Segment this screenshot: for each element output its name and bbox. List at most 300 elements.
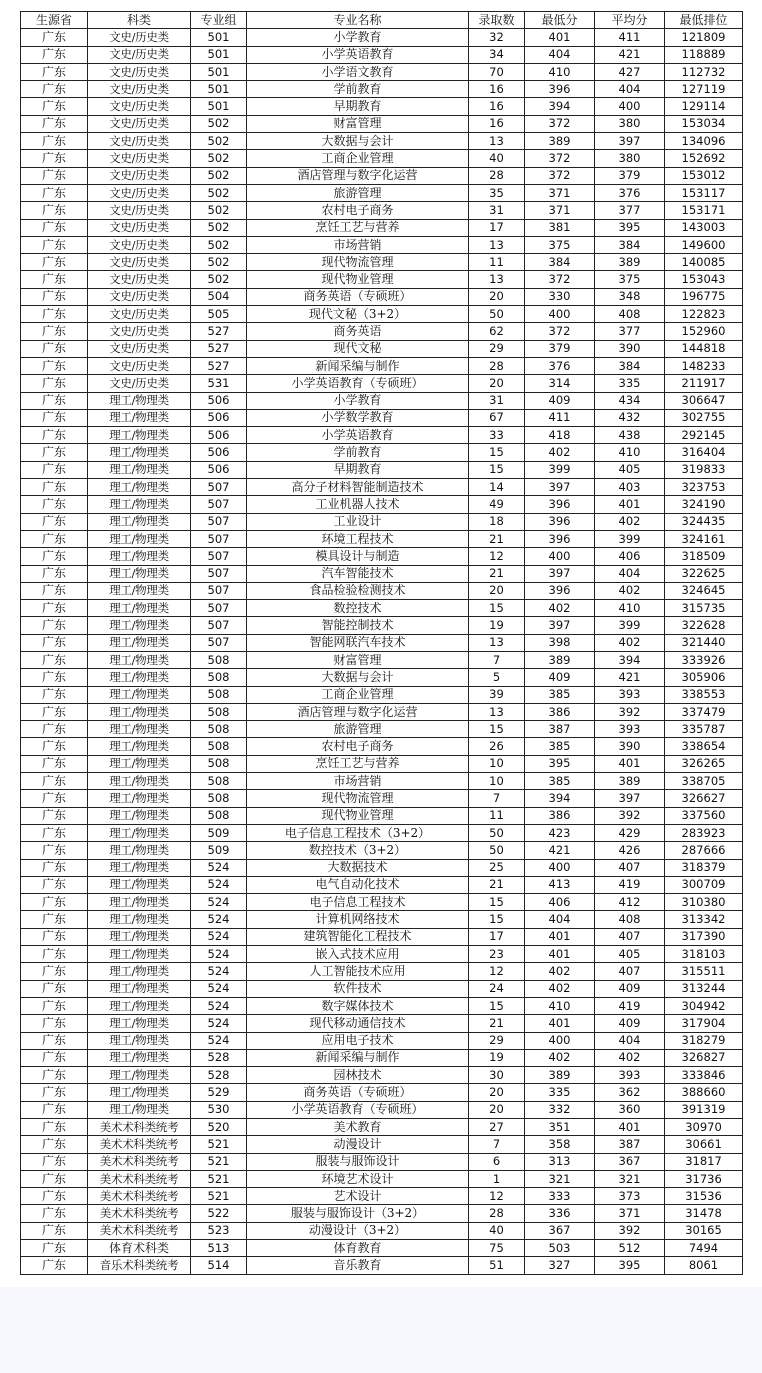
cell-min-score: 385 — [525, 738, 595, 755]
cell-major: 小学教育 — [247, 29, 469, 46]
cell-province: 广东 — [21, 513, 88, 530]
cell-min-rank: 149600 — [665, 236, 743, 253]
cell-major: 数控技术（3+2） — [247, 842, 469, 859]
cell-group: 502 — [191, 254, 247, 271]
cell-category: 理工/物理类 — [88, 444, 191, 461]
cell-min-rank: 112732 — [665, 63, 743, 80]
cell-category: 理工/物理类 — [88, 548, 191, 565]
cell-group: 508 — [191, 686, 247, 703]
cell-min-rank: 144818 — [665, 340, 743, 357]
table-row — [21, 427, 743, 444]
cell-admitted: 20 — [469, 1084, 525, 1101]
cell-category: 文史/历史类 — [88, 98, 191, 115]
table-row — [21, 202, 743, 219]
cell-avg-score: 409 — [595, 1015, 665, 1032]
cell-admitted: 15 — [469, 461, 525, 478]
cell-min-score: 401 — [525, 29, 595, 46]
cell-category: 理工/物理类 — [88, 1032, 191, 1049]
cell-min-rank: 140085 — [665, 254, 743, 271]
cell-admitted: 21 — [469, 876, 525, 893]
table-row — [21, 81, 743, 98]
cell-min-rank: 333846 — [665, 1067, 743, 1084]
cell-min-score: 330 — [525, 288, 595, 305]
cell-category: 理工/物理类 — [88, 1015, 191, 1032]
cell-min-rank: 153034 — [665, 115, 743, 132]
cell-min-rank: 287666 — [665, 842, 743, 859]
cell-category: 文史/历史类 — [88, 133, 191, 150]
table-row — [21, 721, 743, 738]
cell-admitted: 16 — [469, 98, 525, 115]
cell-admitted: 13 — [469, 271, 525, 288]
cell-group: 523 — [191, 1222, 247, 1239]
cell-major: 商务英语 — [247, 323, 469, 340]
table-row — [21, 859, 743, 876]
cell-admitted: 27 — [469, 1119, 525, 1136]
cell-major: 大数据技术 — [247, 859, 469, 876]
cell-avg-score: 367 — [595, 1153, 665, 1170]
cell-category: 理工/物理类 — [88, 617, 191, 634]
cell-avg-score: 376 — [595, 184, 665, 201]
cell-admitted: 29 — [469, 1032, 525, 1049]
cell-province: 广东 — [21, 461, 88, 478]
cell-province: 广东 — [21, 928, 88, 945]
cell-min-score: 351 — [525, 1119, 595, 1136]
cell-min-rank: 318279 — [665, 1032, 743, 1049]
cell-category: 理工/物理类 — [88, 928, 191, 945]
cell-avg-score: 377 — [595, 323, 665, 340]
cell-admitted: 12 — [469, 1188, 525, 1205]
cell-avg-score: 397 — [595, 790, 665, 807]
cell-major: 财富管理 — [247, 651, 469, 668]
cell-major: 旅游管理 — [247, 721, 469, 738]
cell-major: 现代移动通信技术 — [247, 1015, 469, 1032]
cell-admitted: 26 — [469, 738, 525, 755]
cell-min-score: 372 — [525, 167, 595, 184]
cell-major: 园林技术 — [247, 1067, 469, 1084]
cell-min-rank: 322625 — [665, 565, 743, 582]
table-row — [21, 184, 743, 201]
cell-avg-score: 402 — [595, 634, 665, 651]
cell-major: 动漫设计 — [247, 1136, 469, 1153]
table-row — [21, 548, 743, 565]
cell-province: 广东 — [21, 997, 88, 1014]
cell-min-score: 400 — [525, 859, 595, 876]
cell-avg-score: 335 — [595, 375, 665, 392]
cell-min-score: 314 — [525, 375, 595, 392]
cell-group: 506 — [191, 427, 247, 444]
cell-major: 现代文秘（3+2） — [247, 306, 469, 323]
cell-group: 507 — [191, 496, 247, 513]
cell-category: 理工/物理类 — [88, 946, 191, 963]
cell-province: 广东 — [21, 911, 88, 928]
table-row — [21, 842, 743, 859]
cell-group: 522 — [191, 1205, 247, 1222]
cell-min-rank: 326827 — [665, 1049, 743, 1066]
cell-min-score: 376 — [525, 357, 595, 374]
cell-min-score: 389 — [525, 651, 595, 668]
cell-group: 502 — [191, 115, 247, 132]
cell-min-rank: 315511 — [665, 963, 743, 980]
cell-group: 521 — [191, 1188, 247, 1205]
cell-major: 动漫设计（3+2） — [247, 1222, 469, 1239]
cell-admitted: 19 — [469, 1049, 525, 1066]
cell-category: 文史/历史类 — [88, 340, 191, 357]
cell-admitted: 28 — [469, 357, 525, 374]
cell-group: 507 — [191, 530, 247, 547]
cell-major: 酒店管理与数字化运营 — [247, 703, 469, 720]
cell-province: 广东 — [21, 721, 88, 738]
cell-admitted: 10 — [469, 773, 525, 790]
cell-major: 大数据与会计 — [247, 669, 469, 686]
cell-province: 广东 — [21, 150, 88, 167]
cell-group: 508 — [191, 773, 247, 790]
cell-min-score: 387 — [525, 721, 595, 738]
cell-min-rank: 313342 — [665, 911, 743, 928]
cell-category: 理工/物理类 — [88, 911, 191, 928]
header-group: 专业组 — [191, 12, 247, 29]
cell-min-rank: 300709 — [665, 876, 743, 893]
cell-avg-score: 404 — [595, 565, 665, 582]
cell-major: 早期教育 — [247, 98, 469, 115]
table-row — [21, 461, 743, 478]
cell-group: 502 — [191, 202, 247, 219]
header-major: 专业名称 — [247, 12, 469, 29]
cell-admitted: 7 — [469, 1136, 525, 1153]
cell-min-rank: 148233 — [665, 357, 743, 374]
cell-group: 506 — [191, 392, 247, 409]
table-row — [21, 600, 743, 617]
cell-avg-score: 427 — [595, 63, 665, 80]
cell-group: 507 — [191, 617, 247, 634]
cell-group: 502 — [191, 150, 247, 167]
cell-province: 广东 — [21, 1015, 88, 1032]
cell-min-rank: 337560 — [665, 807, 743, 824]
cell-admitted: 19 — [469, 617, 525, 634]
cell-min-rank: 134096 — [665, 133, 743, 150]
cell-min-score: 372 — [525, 323, 595, 340]
table-row — [21, 582, 743, 599]
cell-admitted: 50 — [469, 306, 525, 323]
cell-min-rank: 316404 — [665, 444, 743, 461]
table-row — [21, 738, 743, 755]
cell-province: 广东 — [21, 375, 88, 392]
cell-min-score: 410 — [525, 997, 595, 1014]
cell-category: 理工/物理类 — [88, 513, 191, 530]
cell-admitted: 16 — [469, 115, 525, 132]
cell-avg-score: 410 — [595, 444, 665, 461]
cell-group: 501 — [191, 29, 247, 46]
cell-min-score: 421 — [525, 842, 595, 859]
cell-category: 理工/物理类 — [88, 686, 191, 703]
cell-min-score: 358 — [525, 1136, 595, 1153]
cell-min-score: 395 — [525, 755, 595, 772]
table-row — [21, 807, 743, 824]
cell-avg-score: 409 — [595, 980, 665, 997]
table-row — [21, 669, 743, 686]
cell-admitted: 31 — [469, 202, 525, 219]
cell-province: 广东 — [21, 29, 88, 46]
cell-major: 学前教育 — [247, 444, 469, 461]
cell-category: 文史/历史类 — [88, 271, 191, 288]
cell-min-rank: 143003 — [665, 219, 743, 236]
table-row — [21, 29, 743, 46]
cell-major: 现代物业管理 — [247, 807, 469, 824]
table-row — [21, 894, 743, 911]
cell-province: 广东 — [21, 115, 88, 132]
cell-min-rank: 319833 — [665, 461, 743, 478]
cell-province: 广东 — [21, 582, 88, 599]
cell-min-rank: 292145 — [665, 427, 743, 444]
cell-province: 广东 — [21, 479, 88, 496]
cell-avg-score: 393 — [595, 686, 665, 703]
cell-admitted: 12 — [469, 963, 525, 980]
header-province: 生源省 — [21, 12, 88, 29]
cell-group: 506 — [191, 409, 247, 426]
table-row — [21, 911, 743, 928]
cell-major: 嵌入式技术应用 — [247, 946, 469, 963]
cell-admitted: 34 — [469, 46, 525, 63]
cell-avg-score: 402 — [595, 513, 665, 530]
cell-major: 市场营销 — [247, 773, 469, 790]
cell-avg-score: 402 — [595, 582, 665, 599]
table-row — [21, 773, 743, 790]
cell-category: 理工/物理类 — [88, 669, 191, 686]
cell-category: 文史/历史类 — [88, 202, 191, 219]
cell-major: 电子信息工程技术（3+2） — [247, 824, 469, 841]
cell-avg-score: 405 — [595, 461, 665, 478]
cell-category: 理工/物理类 — [88, 634, 191, 651]
cell-category: 美术术科类统考 — [88, 1119, 191, 1136]
cell-min-rank: 153171 — [665, 202, 743, 219]
cell-category: 理工/物理类 — [88, 824, 191, 841]
cell-admitted: 31 — [469, 392, 525, 409]
cell-major: 旅游管理 — [247, 184, 469, 201]
cell-min-score: 394 — [525, 98, 595, 115]
cell-major: 现代文秘 — [247, 340, 469, 357]
cell-major: 环境艺术设计 — [247, 1170, 469, 1187]
cell-province: 广东 — [21, 46, 88, 63]
cell-group: 509 — [191, 824, 247, 841]
cell-min-rank: 324435 — [665, 513, 743, 530]
cell-min-score: 389 — [525, 1067, 595, 1084]
cell-group: 501 — [191, 81, 247, 98]
cell-group: 502 — [191, 219, 247, 236]
table-row — [21, 115, 743, 132]
cell-major: 艺术设计 — [247, 1188, 469, 1205]
cell-major: 智能网联汽车技术 — [247, 634, 469, 651]
cell-avg-score: 438 — [595, 427, 665, 444]
cell-admitted: 40 — [469, 150, 525, 167]
cell-category: 理工/物理类 — [88, 479, 191, 496]
cell-category: 理工/物理类 — [88, 721, 191, 738]
cell-min-rank: 333926 — [665, 651, 743, 668]
cell-min-score: 389 — [525, 133, 595, 150]
cell-province: 广东 — [21, 409, 88, 426]
table-row — [21, 306, 743, 323]
cell-min-score: 394 — [525, 790, 595, 807]
cell-min-score: 336 — [525, 1205, 595, 1222]
cell-category: 文史/历史类 — [88, 357, 191, 374]
cell-major: 服装与服饰设计（3+2） — [247, 1205, 469, 1222]
cell-admitted: 28 — [469, 167, 525, 184]
cell-category: 音乐术科类统考 — [88, 1257, 191, 1274]
cell-group: 502 — [191, 184, 247, 201]
cell-category: 文史/历史类 — [88, 323, 191, 340]
cell-min-score: 385 — [525, 686, 595, 703]
cell-min-rank: 30970 — [665, 1119, 743, 1136]
cell-avg-score: 362 — [595, 1084, 665, 1101]
page-footer-area — [0, 1287, 762, 1373]
table-row — [21, 98, 743, 115]
cell-admitted: 6 — [469, 1153, 525, 1170]
cell-admitted: 11 — [469, 807, 525, 824]
cell-min-score: 386 — [525, 703, 595, 720]
cell-group: 524 — [191, 859, 247, 876]
cell-province: 广东 — [21, 842, 88, 859]
cell-min-score: 418 — [525, 427, 595, 444]
cell-category: 美术术科类统考 — [88, 1205, 191, 1222]
cell-avg-score: 408 — [595, 911, 665, 928]
cell-avg-score: 404 — [595, 1032, 665, 1049]
cell-major: 音乐教育 — [247, 1257, 469, 1274]
cell-province: 广东 — [21, 669, 88, 686]
cell-major: 农村电子商务 — [247, 202, 469, 219]
table-row — [21, 980, 743, 997]
cell-group: 507 — [191, 600, 247, 617]
cell-min-rank: 388660 — [665, 1084, 743, 1101]
cell-major: 电气自动化技术 — [247, 876, 469, 893]
cell-category: 文史/历史类 — [88, 46, 191, 63]
cell-province: 广东 — [21, 634, 88, 651]
cell-avg-score: 403 — [595, 479, 665, 496]
cell-major: 食品检验检测技术 — [247, 582, 469, 599]
cell-min-score: 385 — [525, 773, 595, 790]
cell-major: 工商企业管理 — [247, 150, 469, 167]
cell-min-score: 321 — [525, 1170, 595, 1187]
cell-group: 524 — [191, 911, 247, 928]
cell-avg-score: 373 — [595, 1188, 665, 1205]
cell-province: 广东 — [21, 1257, 88, 1274]
cell-min-rank: 304942 — [665, 997, 743, 1014]
cell-min-score: 397 — [525, 479, 595, 496]
cell-admitted: 11 — [469, 254, 525, 271]
cell-min-score: 402 — [525, 1049, 595, 1066]
cell-admitted: 13 — [469, 634, 525, 651]
table-row — [21, 997, 743, 1014]
cell-min-rank: 31478 — [665, 1205, 743, 1222]
cell-major: 酒店管理与数字化运营 — [247, 167, 469, 184]
table-row — [21, 271, 743, 288]
cell-admitted: 15 — [469, 911, 525, 928]
cell-province: 广东 — [21, 530, 88, 547]
cell-group: 524 — [191, 980, 247, 997]
cell-group: 527 — [191, 323, 247, 340]
cell-category: 理工/物理类 — [88, 600, 191, 617]
table-row — [21, 219, 743, 236]
cell-min-rank: 317390 — [665, 928, 743, 945]
table-row — [21, 1067, 743, 1084]
table-row — [21, 409, 743, 426]
cell-min-rank: 31817 — [665, 1153, 743, 1170]
cell-major: 小学数学教育 — [247, 409, 469, 426]
cell-avg-score: 371 — [595, 1205, 665, 1222]
cell-avg-score: 380 — [595, 115, 665, 132]
table-row — [21, 133, 743, 150]
cell-group: 507 — [191, 479, 247, 496]
cell-avg-score: 393 — [595, 721, 665, 738]
cell-min-rank: 122823 — [665, 306, 743, 323]
cell-min-rank: 31736 — [665, 1170, 743, 1187]
cell-province: 广东 — [21, 859, 88, 876]
cell-min-score: 400 — [525, 548, 595, 565]
cell-admitted: 29 — [469, 340, 525, 357]
table-row — [21, 634, 743, 651]
cell-avg-score: 421 — [595, 669, 665, 686]
cell-group: 505 — [191, 306, 247, 323]
cell-group: 527 — [191, 357, 247, 374]
cell-group: 508 — [191, 669, 247, 686]
cell-min-score: 413 — [525, 876, 595, 893]
cell-province: 广东 — [21, 1188, 88, 1205]
cell-admitted: 50 — [469, 824, 525, 841]
cell-min-score: 404 — [525, 46, 595, 63]
cell-major: 小学英语教育（专硕班） — [247, 375, 469, 392]
cell-province: 广东 — [21, 98, 88, 115]
cell-avg-score: 411 — [595, 29, 665, 46]
cell-group: 502 — [191, 236, 247, 253]
cell-category: 理工/物理类 — [88, 392, 191, 409]
cell-admitted: 28 — [469, 1205, 525, 1222]
cell-avg-score: 395 — [595, 219, 665, 236]
cell-major: 高分子材料智能制造技术 — [247, 479, 469, 496]
cell-avg-score: 389 — [595, 773, 665, 790]
cell-admitted: 15 — [469, 444, 525, 461]
cell-major: 大数据与会计 — [247, 133, 469, 150]
cell-major: 小学英语教育（专硕班） — [247, 1101, 469, 1118]
cell-group: 507 — [191, 582, 247, 599]
cell-avg-score: 399 — [595, 530, 665, 547]
cell-major: 数控技术 — [247, 600, 469, 617]
cell-major: 现代物流管理 — [247, 790, 469, 807]
cell-min-rank: 326265 — [665, 755, 743, 772]
table-row — [21, 46, 743, 63]
cell-min-score: 402 — [525, 980, 595, 997]
cell-province: 广东 — [21, 392, 88, 409]
cell-min-score: 367 — [525, 1222, 595, 1239]
cell-province: 广东 — [21, 980, 88, 997]
cell-province: 广东 — [21, 63, 88, 80]
cell-province: 广东 — [21, 496, 88, 513]
cell-major: 美术教育 — [247, 1119, 469, 1136]
cell-min-score: 372 — [525, 150, 595, 167]
cell-min-rank: 152960 — [665, 323, 743, 340]
cell-avg-score: 407 — [595, 963, 665, 980]
cell-group: 528 — [191, 1049, 247, 1066]
cell-admitted: 17 — [469, 928, 525, 945]
cell-min-rank: 324161 — [665, 530, 743, 547]
cell-group: 509 — [191, 842, 247, 859]
table-row — [21, 357, 743, 374]
cell-category: 理工/物理类 — [88, 582, 191, 599]
cell-admitted: 23 — [469, 946, 525, 963]
cell-province: 广东 — [21, 444, 88, 461]
cell-province: 广东 — [21, 202, 88, 219]
cell-min-rank: 318103 — [665, 946, 743, 963]
header-admitted: 录取数 — [469, 12, 525, 29]
cell-province: 广东 — [21, 1067, 88, 1084]
cell-major: 环境工程技术 — [247, 530, 469, 547]
table-row — [21, 1188, 743, 1205]
